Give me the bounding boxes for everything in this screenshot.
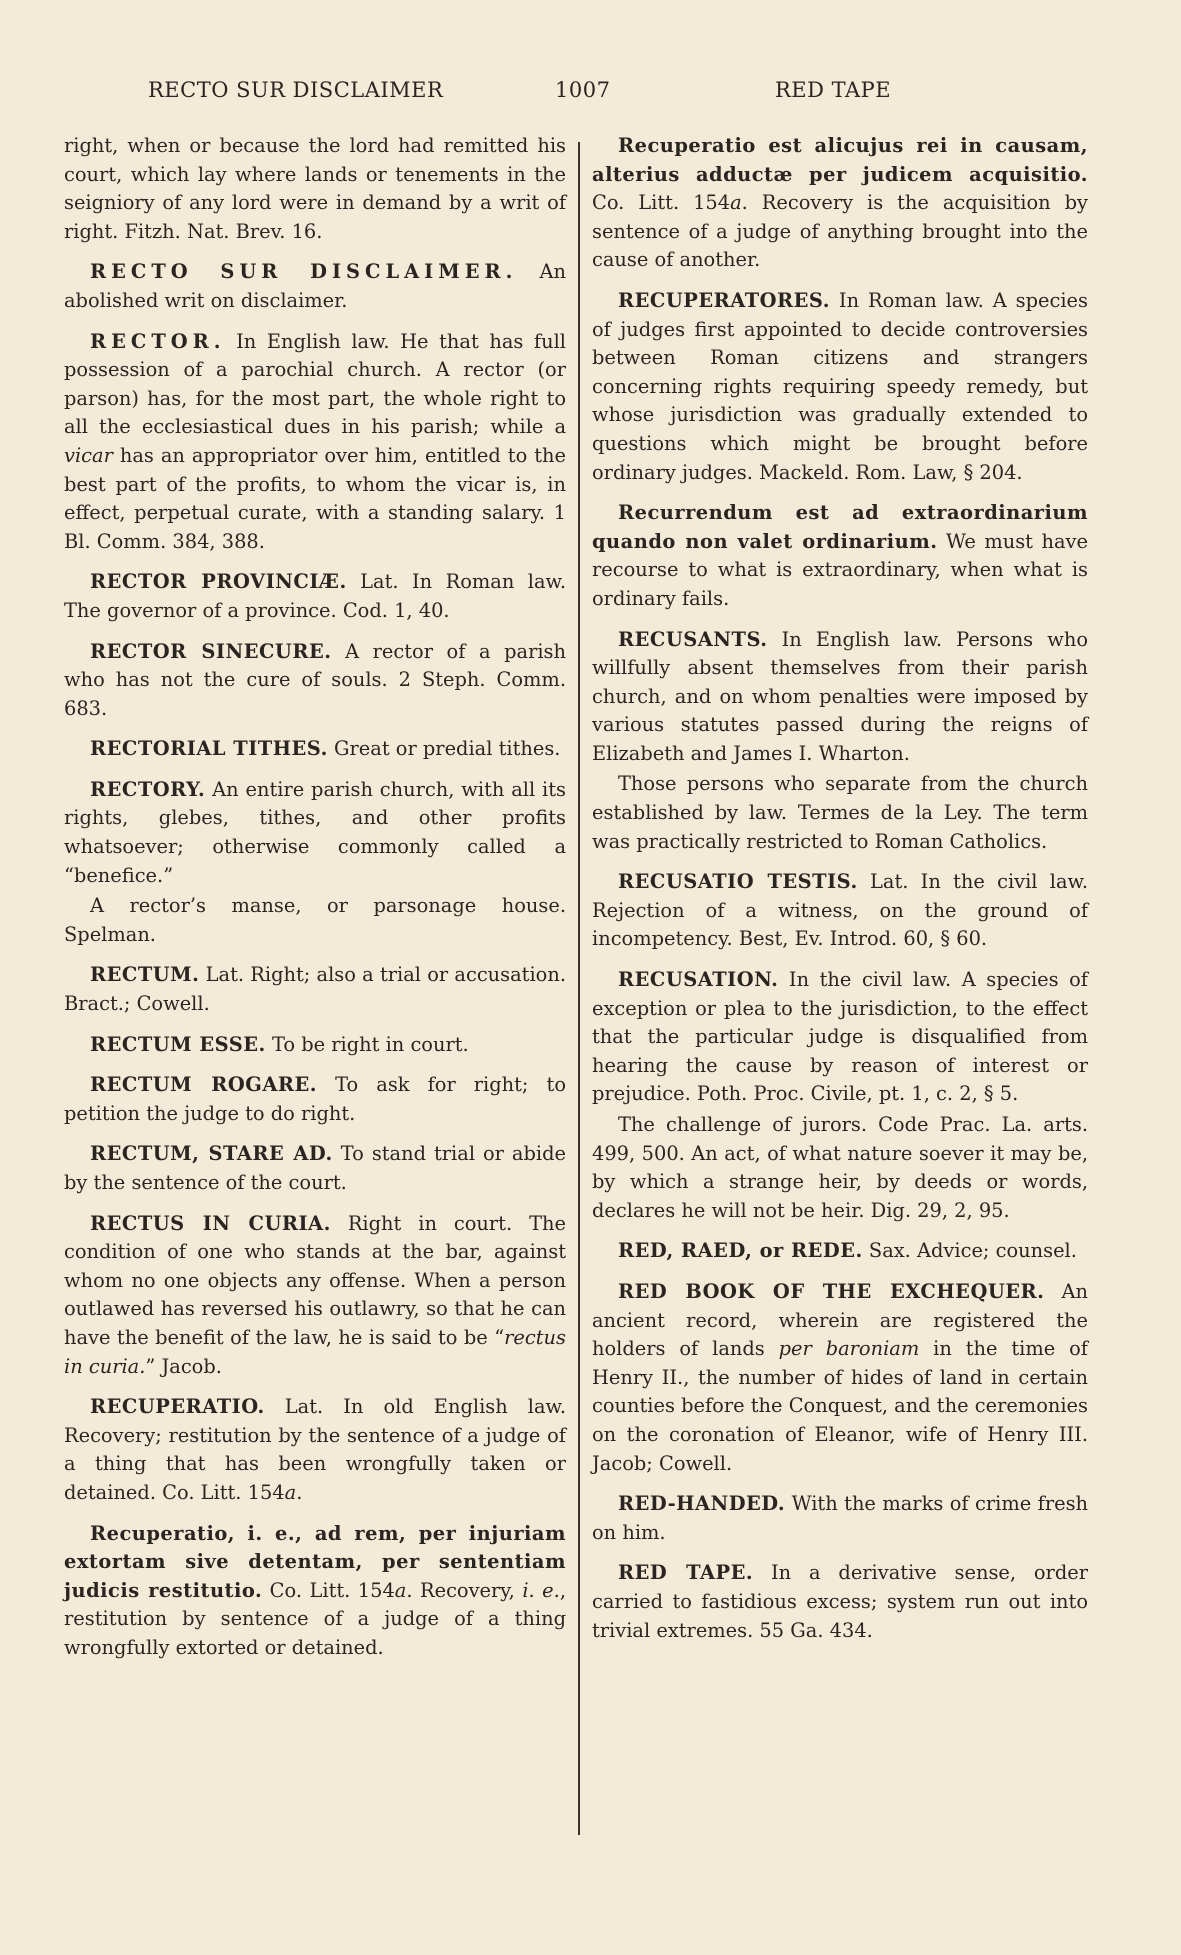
definition: To ask for right; to petition the judge to do right. (64, 1073, 566, 1125)
headword: RECUPERATIO. (90, 1395, 265, 1419)
definition: Lat. In the civil law. Rejection of a witness, on the ground of incompetency. Best, Ev. Introd. 60, § 60. (592, 870, 1088, 951)
entry-rectum-stare-ad (64, 1140, 566, 1197)
entry-rectory (64, 776, 566, 890)
definition: Right in court. The condition of one who stands at the bar, against whom no one objects any offense. When a person outlawed has reversed his outlawry, so that he can have the benefit of the law, he is said to be “ (64, 1211, 566, 1349)
definition: With the marks of crime fresh on him. (592, 1492, 1089, 1544)
definition: To stand trial or abide by the sentence of the court. (64, 1142, 566, 1194)
definition: Co. Litt. 154 (262, 1578, 395, 1602)
italic-suffix: a (284, 1480, 297, 1504)
headword: RECTO SUR DISCLAIMER. (90, 260, 518, 284)
definition: We must have recourse to what is extraordinary, when what is ordinary fails. (592, 529, 1088, 610)
entry-rectum-esse (64, 1031, 566, 1060)
entry-rectorial-tithes (64, 735, 566, 764)
definition-cont: in the time of Henry II., the number of hides of land in certain counties before the Conquest, and the ceremonies on the coronation of Eleanor, wife of Henry III. Jacob; Cowell. (592, 1337, 1088, 1475)
definition-cont: ” Jacob. (145, 1354, 222, 1378)
entry-red-handed (592, 1490, 1088, 1547)
headword: RECTOR PROVINCIÆ. (90, 570, 347, 594)
definition: Lat. In old English law. Recovery; restitution by the sentence of a judge of a thing that has been wrongfully taken or detained. Co. Litt. 154 (64, 1395, 566, 1504)
page-number: 1007 (555, 78, 611, 102)
entry-recusants-sense-2: Those persons who separate from the church established by law. Termes de la Ley. The term was practically restricted to Roman Catholics. (592, 772, 1088, 853)
headword: RECTUM ROGARE. (90, 1073, 318, 1097)
maxim: Recuperatio, i. e., ad rem, per injuriam extortam sive detentam, per sententiam judicis restitutio. (64, 1521, 566, 1602)
definition: In the civil law. A species of exception or plea to the jurisdiction, to the effect that the particular judge is disqualified from hearing the cause by reason of interest or prejudice. Poth. Proc. Civile, pt. 1, c. 2, § 5. (592, 968, 1088, 1106)
headword: RECTOR SINECURE. (90, 639, 332, 663)
entry-recuperatio-est-maxim (592, 132, 1088, 275)
definition: An entire parish church, with all its rights, glebes, tithes, and other profits whatsoever; otherwise commonly called a “benefice.” (64, 777, 566, 887)
definition: Great or predial tithes. (334, 737, 561, 761)
entry-rector-sinecure (64, 638, 566, 724)
headword: RED-HANDED. (618, 1492, 786, 1516)
italic-suffix: a (394, 1578, 407, 1602)
headword: RED TAPE. (618, 1561, 754, 1585)
headword: RECUPERATORES. (618, 288, 830, 312)
definition: Lat. In Roman law. The governor of a province. Cod. 1, 40. (64, 570, 567, 622)
entry-recuperatio-maxim (64, 1520, 566, 1663)
entry-red-book-of-the-exchequer (592, 1278, 1088, 1478)
entry-red-tape (592, 1559, 1088, 1645)
headword: RECTUM. (90, 963, 200, 987)
entry-red-raed-rede (592, 1237, 1088, 1266)
headword: RED, RAED, or REDE. (618, 1239, 863, 1263)
italic-term: vicar (64, 443, 113, 467)
entry-rectory-sense-2: A rector’s manse, or parsonage house. Spelman. (64, 894, 566, 946)
definition: Lat. Right; also a trial or accusation. Bract.; Cowell. (64, 963, 567, 1016)
headword: RECTUM, STARE AD. (90, 1142, 333, 1166)
header-left-guide-word: RECTO SUR DISCLAIMER (148, 78, 444, 102)
definition: An ancient record, wherein are registered the holders of lands (592, 1279, 1089, 1361)
entry-rector (64, 328, 566, 557)
headword: RED BOOK OF THE EXCHEQUER. (618, 1279, 1045, 1303)
definition: In English law. He that has full possession of a parochial church. A rector (or parson) has, for the most part, the whole right to all the ecclesiastical dues in his parish; while a (64, 329, 566, 439)
italic-suffix: a (730, 191, 742, 215)
entry-rector-provinciae (64, 568, 566, 625)
headword: RECTOR. (90, 329, 226, 353)
left-column (64, 132, 566, 1675)
entry-recurrendum-maxim (592, 499, 1088, 613)
definition: To be right in court. (271, 1032, 469, 1056)
entry-recuperatores (592, 287, 1088, 487)
headword: RECUSANTS. (618, 627, 768, 651)
italic-phrase: rectus in curia. (64, 1325, 566, 1378)
definition-cont: has an appropriator over him, entitled to the best part of the profits, to whom the vicar is, in effect, perpetual curate, with a standing salary. 1 Bl. Comm. 384, 388. (64, 443, 566, 553)
italic-abbrev: i. e. (522, 1578, 560, 1602)
definition-cont: . Recovery, (406, 1578, 523, 1602)
right-column (592, 132, 1088, 1657)
entry-rectum-rogare (64, 1071, 566, 1128)
entry-recuperatio (64, 1393, 566, 1507)
headword: RECTUS IN CURIA. (90, 1211, 331, 1235)
entry-recusation-sense-2: The challenge of jurors. Code Prac. La. arts. 499, 500. An act, of what nature soever it may be, by which a strange heir, by deeds or words, declares he will not be heir. Dig. 29, 2, 95. (592, 1113, 1088, 1222)
definition: An abolished writ on disclaimer. (64, 260, 566, 312)
definition: Co. Litt. 154 (592, 191, 731, 215)
header-right-guide-word: RED TAPE (775, 78, 892, 102)
entry-recusation (592, 966, 1088, 1109)
definition: Sax. Advice; counsel. (868, 1239, 1077, 1263)
running-header (0, 78, 1181, 112)
definition: In English law. Persons who willfully absent themselves from their parish church, and on whom penalties were imposed by various statutes passed during the reigns of Elizabeth and James I. Wharton. (592, 627, 1088, 765)
headword: RECUSATIO TESTIS. (618, 870, 858, 894)
entry-recusatio-testis (592, 868, 1088, 954)
definition-cont: . (296, 1480, 303, 1504)
entry-rectus-in-curia (64, 1210, 566, 1382)
entry-rectum (64, 961, 566, 1018)
definition: In Roman law. A species of judges first appointed to decide controversies between Roman citizens and strangers concerning rights requiring speedy remedy, but whose jurisdiction was gradually extended to questions which might be brought before ordinary judges. Mackeld. Rom. Law, § 204. (592, 288, 1088, 484)
headword: RECTUM ESSE. (90, 1032, 266, 1056)
maxim: Recurrendum est ad extraordinarium quando non valet ordinarium. (592, 501, 1088, 553)
entry-recusants (592, 626, 1088, 769)
headword: RECUSATION. (618, 968, 779, 992)
definition: A rector of a parish who has not the cure of souls. 2 Steph. Comm. 683. (64, 639, 566, 720)
definition: In a derivative sense, order carried to fastidious excess; system run out into trivial extremes. 55 Ga. 434. (592, 1561, 1088, 1642)
headword: RECTORY. (90, 777, 206, 801)
column-divider (578, 142, 580, 1835)
headword: RECTORIAL TITHES. (90, 737, 328, 761)
entry-recto-sur-disclaimer (64, 258, 566, 315)
definition-cont: . Recovery is the acquisition by sentence of a judge of anything brought into the cause of another. (592, 191, 1088, 272)
definition-cont: , restitution by sentence of a judge of a thing wrongfully extorted or detained. (64, 1578, 566, 1659)
italic-phrase: per baroniam (778, 1337, 920, 1361)
entry-continuation: right, when or because the lord had remitted his court, which lay where lands or tenements in the seigniory of any lord were in demand by a writ of right. Fitzh. Nat. Brev. 16. (64, 134, 566, 243)
maxim: Recuperatio est alicujus rei in causam, alterius adductæ per judicem acquisitio. (592, 134, 1088, 186)
